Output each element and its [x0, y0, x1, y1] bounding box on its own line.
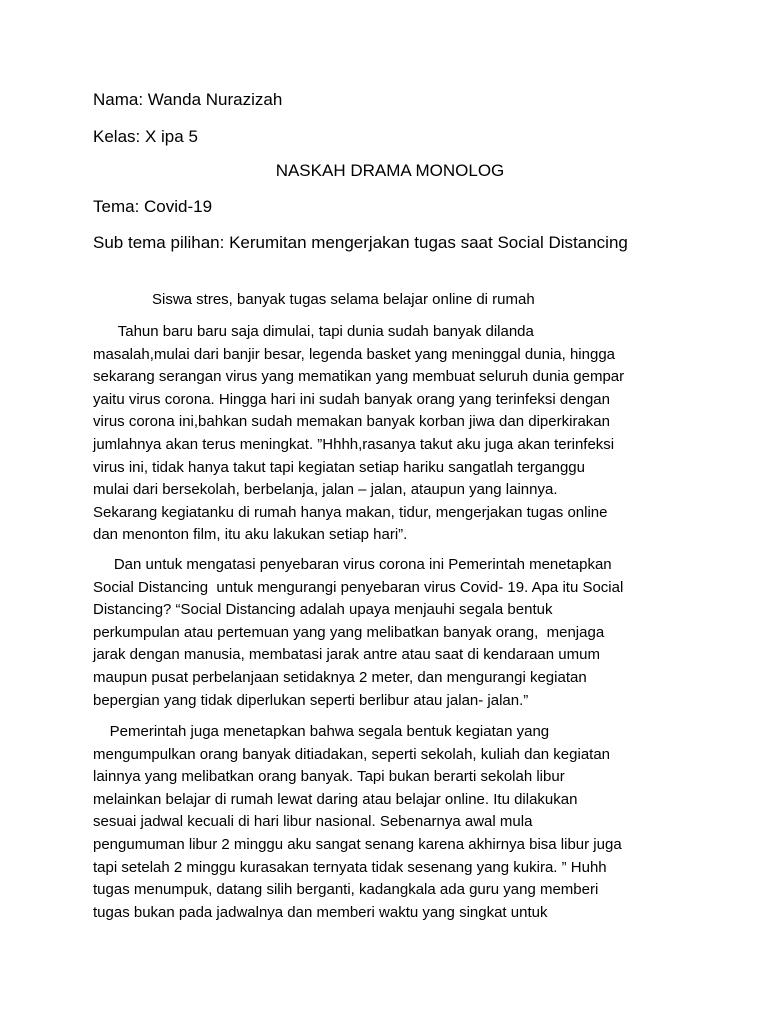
- paragraph-2: [93, 554, 673, 712]
- paragraph-line: mengumpulkan orang banyak ditiadakan, seperti sekolah, kuliah dan kegiatan: [93, 745, 611, 763]
- paragraph-line: mulai dari bersekolah, berbelanja, jalan – jalan, ataupun yang lainnya.: [93, 481, 558, 499]
- paragraph-line: tapi setelah 2 minggu kurasakan ternyata tidak sesenang yang kukira. ” Huhh: [93, 858, 607, 876]
- subtheme-line: Sub tema pilihan: Kerumitan mengerjakan tugas saat Social Distancing: [93, 233, 628, 252]
- paragraph-line: Tahun baru baru saja dimulai, tapi dunia sudah banyak dilanda: [93, 323, 534, 340]
- paragraph-line: tugas menumpuk, datang silih berganti, kadangkala ada guru yang memberi: [93, 881, 599, 899]
- theme-line: Tema: Covid-19: [93, 197, 213, 216]
- paragraph-line: masalah,mulai dari banjir besar, legenda basket yang meninggal dunia, hingga: [93, 345, 616, 363]
- paragraph-line: Sekarang kegiatanku di rumah hanya makan, tidur, mengerjakan tugas online: [93, 503, 608, 521]
- paragraph-line: dan menonton film, itu aku lakukan setiap hari”.: [93, 526, 408, 544]
- paragraph-line: Dan untuk mengatasi penyebaran virus corona ini Pemerintah menetapkan: [93, 556, 612, 573]
- paragraph-line: perkumpulan atau pertemuan yang yang melibatkan banyak orang, menjaga: [93, 623, 605, 641]
- paragraph-line: jarak dengan manusia, membatasi jarak antre atau saat di kendaraan umum: [93, 646, 600, 664]
- paragraph-line: virus corona ini,bahkan sudah memakan banyak korban jiwa dan diperkirakan: [93, 413, 610, 431]
- paragraph-line: Distancing? “Social Distancing adalah upaya menjauhi segala bentuk: [93, 601, 553, 619]
- document-title: NASKAH DRAMA MONOLOG: [275, 161, 505, 180]
- paragraph-line: jumlahnya akan terus meningkat. ”Hhhh,rasanya takut aku juga akan terinfeksi: [93, 435, 615, 453]
- paragraph-line: Social Distancing untuk mengurangi penyebaran virus Covid- 19. Apa itu Social: [93, 578, 624, 596]
- monolog-subtitle: Siswa stres, banyak tugas selama belajar online di rumah: [152, 291, 535, 308]
- paragraph-line: bepergian yang tidak diperlukan seperti berlibur atau jalan- jalan.”: [93, 691, 529, 709]
- student-name: Nama: Wanda Nurazizah: [93, 90, 283, 109]
- paragraph-line: pengumuman libur 2 minggu aku sangat senang karena akhirnya bisa libur juga: [93, 835, 622, 853]
- paragraph-line: lainnya yang melibatkan orang banyak. Tapi bukan berarti sekolah libur: [93, 768, 565, 786]
- paragraph-line: melainkan belajar di rumah lewat daring atau belajar online. Itu dilakukan: [93, 790, 578, 808]
- paragraph-3: [93, 721, 673, 924]
- paragraph-line: yaitu virus corona. Hingga hari ini sudah banyak orang yang terinfeksi dengan: [93, 390, 610, 408]
- paragraph-line: sekarang serangan virus yang mematikan yang membuat seluruh dunia gempar: [93, 368, 625, 386]
- paragraph-line: tugas bukan pada jadwalnya dan memberi waktu yang singkat untuk: [93, 903, 548, 921]
- paragraph-line: sesuai jadwal kecuali di hari libur nasional. Sebenarnya awal mula: [93, 813, 533, 831]
- paragraph-line: virus ini, tidak hanya takut tapi kegiatan setiap hariku sangatlah terganggu: [93, 458, 585, 476]
- paragraph-line: Pemerintah juga menetapkan bahwa segala bentuk kegiatan yang: [93, 723, 550, 740]
- student-class: Kelas: X ipa 5: [93, 127, 198, 146]
- paragraph-line: maupun pusat perbelanjaan setidaknya 2 meter, dan mengurangi kegiatan: [93, 668, 587, 686]
- paragraph-1: [93, 321, 673, 547]
